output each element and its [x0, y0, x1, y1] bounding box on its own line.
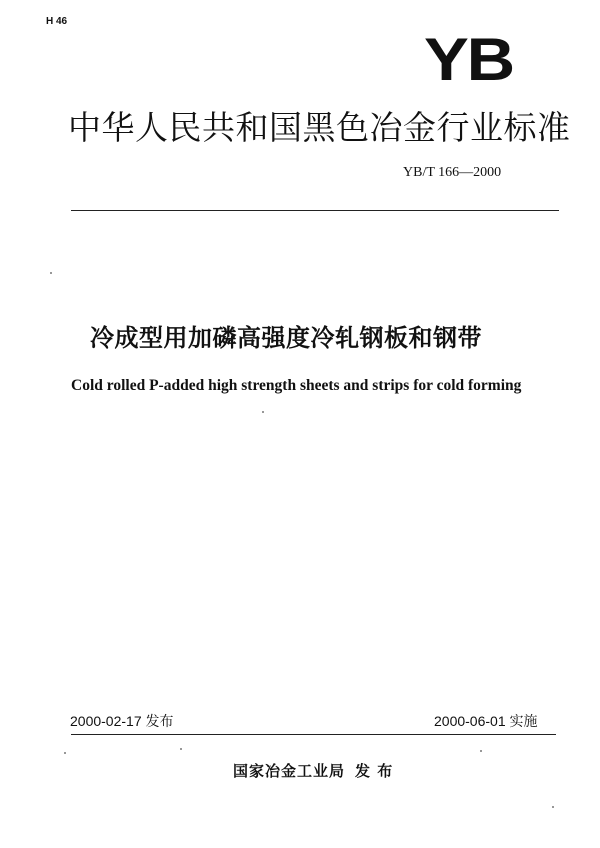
scan-speck	[180, 748, 182, 750]
footer-divider	[71, 734, 556, 735]
yb-logo: YB	[424, 26, 513, 93]
issuer-name: 国家冶金工业局	[233, 762, 346, 780]
implementation-date: 2000-06-01 实施	[434, 713, 538, 729]
header-divider	[71, 210, 559, 211]
standard-number: YB/T 166—2000	[403, 165, 502, 180]
standard-title-en: Cold rolled P-added high strength sheets and strips for cold forming	[71, 377, 522, 394]
issue-date: 2000-02-17 发布	[70, 713, 174, 729]
classification-code: H 46	[46, 16, 68, 27]
issuer-action: 发 布	[355, 762, 394, 780]
scan-speck	[480, 750, 482, 752]
scan-speck	[64, 752, 66, 754]
standard-title-zh: 冷成型用加磷高强度冷轧钢板和钢带	[90, 324, 482, 352]
issuer-line	[233, 760, 393, 781]
scan-speck	[262, 411, 264, 413]
scan-speck	[552, 806, 554, 808]
organization-title: 中华人民共和国黑色冶金行业标准	[68, 108, 571, 147]
scan-speck	[50, 272, 52, 274]
